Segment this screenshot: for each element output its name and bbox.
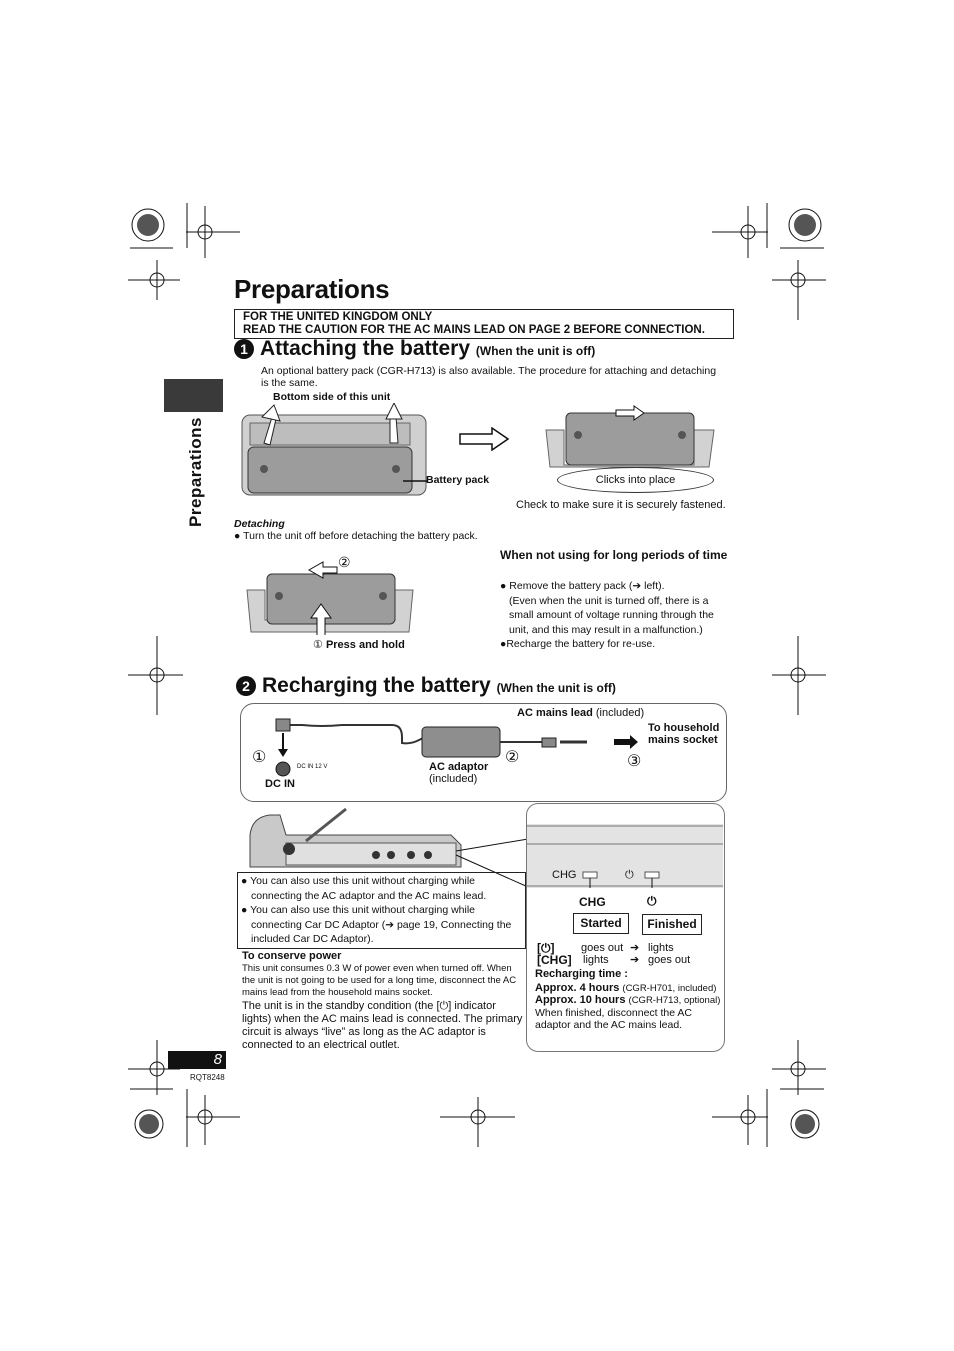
mark-2: ②	[505, 749, 520, 766]
side-label-text: Preparations	[185, 417, 205, 527]
connection-diagram	[242, 705, 722, 800]
rech2-bold: Approx. 10 hours	[535, 994, 626, 1006]
clicks-into-place-text: Clicks into place	[595, 474, 676, 486]
row1-b: lights	[648, 942, 674, 954]
row2-key: [CHG]	[537, 953, 572, 967]
detaching-note-text: Turn the unit off before detaching the battery pack.	[243, 530, 478, 542]
clicks-into-place-oval	[557, 467, 714, 493]
long-periods-list	[500, 579, 730, 652]
indicator-status-table	[537, 942, 717, 966]
detaching-note: ● Turn the unit off before detaching the battery pack.	[234, 530, 478, 542]
panel-chg-label: CHG	[552, 869, 577, 881]
row1-a: goes out	[581, 942, 624, 954]
usage-note-1: ● You can also use this unit without charging while connecting the AC adaptor and the AC mains lead.	[241, 875, 487, 902]
press-hold-text: Press and hold	[325, 639, 405, 651]
recharge-time-2	[535, 994, 720, 1006]
press-mark: ①	[313, 639, 323, 651]
row1-arrow: ➔	[630, 942, 640, 954]
section1-subtitle: (When the unit is off)	[475, 344, 596, 358]
panel-power-icon: ⏻	[625, 869, 634, 881]
ac-mains-lead-text: AC mains lead	[517, 707, 593, 719]
mark-1: ①	[252, 749, 267, 766]
page-title: Preparations	[234, 274, 390, 304]
long-bullet-1b: (Even when the unit is turned off, there is a small amount of voltage running through the unit, and this may result in a malfunction.)	[509, 594, 714, 636]
rech1-note: (CGR-H701, included)	[622, 983, 717, 994]
section2-heading	[236, 674, 616, 698]
section1-heading	[234, 337, 595, 361]
attached-illustration	[544, 405, 716, 469]
section2-title: Recharging the battery	[262, 674, 491, 697]
long-bullet-2: ●Recharge the battery for re-use.	[500, 638, 656, 650]
detaching-title: Detaching	[234, 518, 285, 530]
status-row-chg	[537, 954, 717, 966]
page-number: 8	[168, 1051, 226, 1069]
press-hold-label	[313, 638, 405, 651]
recharging-time-title: Recharging time :	[535, 968, 628, 980]
battery-pointer-line	[403, 478, 427, 484]
doc-code: RQT8248	[190, 1073, 225, 1082]
attach-illustration	[240, 403, 430, 499]
indicator-chg-label: CHG	[579, 895, 606, 909]
section1-intro: An optional battery pack (CGR-H713) is also available. The procedure for attaching and detaching is the same.	[261, 365, 717, 389]
warning-line-2: READ THE CAUTION FOR THE AC MAINS LEAD ON PAGE 2 BEFORE CONNECTION.	[243, 324, 705, 336]
long-periods-title: When not using for long periods of time	[500, 548, 728, 562]
arrow-right-icon	[458, 427, 510, 451]
row2-a: lights	[583, 954, 609, 966]
usage-notes	[241, 874, 519, 947]
section1-number: 1	[234, 339, 254, 359]
conserve-title: To conserve power	[242, 950, 342, 962]
ac-mains-included: (included)	[595, 707, 645, 719]
ac-adaptor-text: AC adaptor	[429, 761, 489, 773]
long-bullet-2-text: Recharge the battery for re-use.	[506, 638, 656, 650]
warning-line-1: FOR THE UNITED KINGDOM ONLY	[243, 311, 433, 323]
finished-label: Finished	[642, 914, 702, 935]
side-label	[163, 417, 223, 530]
to-socket-label: To household mains socket	[648, 722, 720, 746]
rech1-bold: Approx. 4 hours	[535, 982, 620, 994]
dc-in-small-label: DC IN 12 V	[297, 764, 328, 770]
long-bullet-1-text: Remove the battery pack (➔ left).	[509, 580, 665, 592]
row2-b: goes out	[648, 954, 691, 966]
bottom-side-label: Bottom side of this unit	[273, 391, 391, 403]
recharge-time-1	[535, 982, 716, 994]
mark-3: ③	[627, 753, 642, 770]
usage-note-2-text: You can also use this unit without charging while connecting Car DC Adaptor (➔ page 19, Connecting the included Car DC Adaptor).	[250, 904, 512, 945]
section1-title: Attaching the battery	[260, 337, 471, 360]
rech2-note: (CGR-H713, optional)	[628, 995, 721, 1006]
side-tab-marker	[164, 379, 223, 412]
row2-arrow: ➔	[630, 954, 640, 966]
row1-key: [⏻]	[537, 941, 555, 955]
standby-text: The unit is in the standby condition (the [⏻] indicator lights) when the AC mains lead is connected. The primary circuit is always “live” as long as the AC adaptor is connected to an electrical outlet.	[242, 1000, 523, 1051]
detach-illustration	[245, 560, 415, 635]
ac-adaptor-included: (included)	[429, 773, 478, 785]
indicator-power-icon: ⏻	[647, 894, 657, 908]
ac-mains-lead-label	[517, 707, 644, 719]
uk-warning-box	[234, 309, 734, 339]
battery-pack-label: Battery pack	[426, 474, 490, 486]
usage-note-1-text: You can also use this unit without charging while connecting the AC adaptor and the AC mains lead.	[250, 875, 487, 902]
ac-adaptor-label	[429, 761, 488, 785]
step2-mark: ②	[338, 554, 351, 570]
finish-note: When finished, disconnect the AC adaptor and the AC mains lead.	[535, 1007, 693, 1031]
conserve-text: This unit consumes 0.3 W of power even when turned off. When the unit is not going to be used for a long time, disconnect the AC mains lead from the household mains socket.	[242, 963, 517, 998]
long-bullet-1: ● Remove the battery pack (➔ left).	[500, 580, 665, 592]
check-note: Check to make sure it is securely fastened.	[516, 499, 726, 511]
started-label: Started	[573, 913, 629, 934]
dc-in-label: DC IN	[265, 778, 295, 790]
section2-number: 2	[236, 676, 256, 696]
section2-subtitle: (When the unit is off)	[496, 681, 616, 695]
usage-note-2: ● You can also use this unit without charging while connecting Car DC Adaptor (➔ page 19, Connecting the included Car DC Adaptor).	[241, 904, 512, 945]
